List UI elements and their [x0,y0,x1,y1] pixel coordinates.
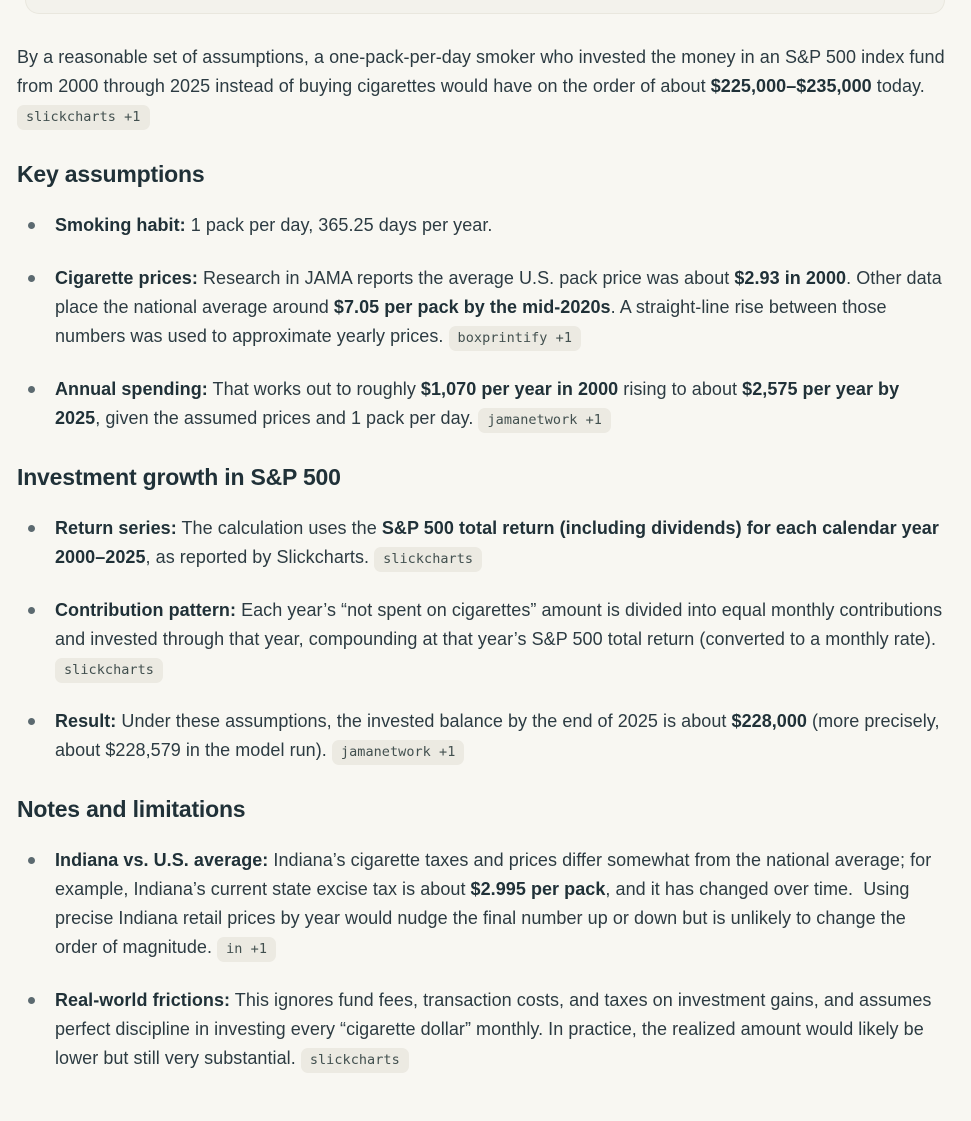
list-item [17,514,945,572]
bold-text-run: $7.05 per pack by the mid-2020s [333,297,611,317]
text-run: today. [871,76,925,96]
bullet-icon [28,525,35,532]
list-item [17,211,945,240]
bold-text-run: Annual spending: [55,379,208,399]
list-item [17,707,945,765]
text-run: , as reported by Slickcharts. [145,547,375,567]
bold-text-run: $228,000 [731,711,807,731]
bullet-icon [28,857,35,864]
list-item-text [55,264,945,351]
text-run: Indiana’s cigarette taxes and prices differ somewhat from the national average; for example, Indiana’s current state excise tax is about [55,850,932,899]
bold-text-run: Contribution pattern: [55,600,237,620]
citation-chip[interactable]: in +1 [217,937,276,962]
citation-chip[interactable]: slickcharts +1 [17,105,150,130]
bold-text-run: Real-world frictions: [55,990,231,1010]
text-run: Under these assumptions, the invested balance by the end of 2025 is about [116,711,732,731]
section-heading: Notes and limitations [17,796,246,822]
text-run: . A straight-line rise between those numbers was used to approximate yearly prices. [55,297,887,346]
section-heading: Key assumptions [17,161,205,187]
bold-text-run: Cigarette prices: [55,268,198,288]
citation-chip[interactable]: slickcharts [374,547,482,572]
list-item-text [55,986,945,1073]
text-run: That works out to roughly [207,379,421,399]
list-item [17,986,945,1073]
list-item-text [55,211,492,240]
list-item-text [55,514,945,572]
bold-text-run: $2.93 in 2000 [734,268,847,288]
list-item [17,846,945,962]
bullet-icon [28,607,35,614]
bold-text-run: Smoking habit: [55,215,186,235]
text-run: By a reasonable set of assumptions, a one-pack-per-day smoker who invested the money in an S&P 500 index fund from 2000 through 2025 instead of buying cigarettes would have on the order of about [17,47,945,96]
bullet-icon [28,222,35,229]
bullet-icon [28,718,35,725]
text-run: (more precisely, about $228,579 in the model run). [55,711,940,760]
citation-chip[interactable]: slickcharts [301,1048,409,1073]
text-run: Research in JAMA reports the average U.S. pack price was about [197,268,735,288]
citation-chip[interactable]: boxprintify +1 [449,326,582,351]
bold-text-run: $2,575 per year by 2025 [55,379,900,428]
bold-text-run: $2.995 per pack [470,879,606,899]
list-item [17,596,945,683]
text-run: This ignores fund fees, transaction costs, and taxes on investment gains, and assumes perfect discipline in investing every “cigarette dollar” monthly. In practice, the realized amount would likely be lower but still very substantial. [55,990,932,1068]
text-run: The calculation uses the [176,518,382,538]
list-item-text [55,707,945,765]
citation-chip[interactable]: jamanetwork +1 [478,408,611,433]
citation-chip[interactable]: slickcharts [55,658,163,683]
bold-text-run: Return series: [55,518,177,538]
bold-text-run: Result: [55,711,117,731]
intro-paragraph [17,43,945,130]
response-sections [17,160,945,1073]
assistant-response [0,14,971,1121]
bold-text-run: Indiana vs. U.S. average: [55,850,269,870]
text-run: , and it has changed over time. Using precise Indiana retail prices by year would nudge the final number up or down but is unlikely to change the order of magnitude. [55,879,910,957]
list-item-text [55,375,945,433]
list-item [17,264,945,351]
bold-text-run: $1,070 per year in 2000 [420,379,619,399]
bold-text-run: S&P 500 total return (including dividends) for each calendar year 2000–2025 [55,518,939,567]
section-heading: Investment growth in S&P 500 [17,464,341,490]
list-item-text [55,846,945,962]
bold-text-run: $225,000–$235,000 [710,76,872,96]
list-item [17,375,945,433]
bullet-icon [28,275,35,282]
previous-message-card-bottom [25,0,945,14]
text-run: Each year’s “not spent on cigarettes” amount is divided into equal monthly contributions and invested through that year, compounding at that year’s S&P 500 total return (converted to a monthly rate). [55,600,943,649]
text-run: . Other data place the national average around [55,268,942,317]
bullet-icon [28,997,35,1004]
list-item-text [55,596,945,683]
bullet-icon [28,386,35,393]
text-run: , given the assumed prices and 1 pack per day. [95,408,479,428]
text-run: rising to about [618,379,743,399]
citation-chip[interactable]: jamanetwork +1 [332,740,465,765]
text-run: 1 pack per day, 365.25 days per year. [185,215,493,235]
